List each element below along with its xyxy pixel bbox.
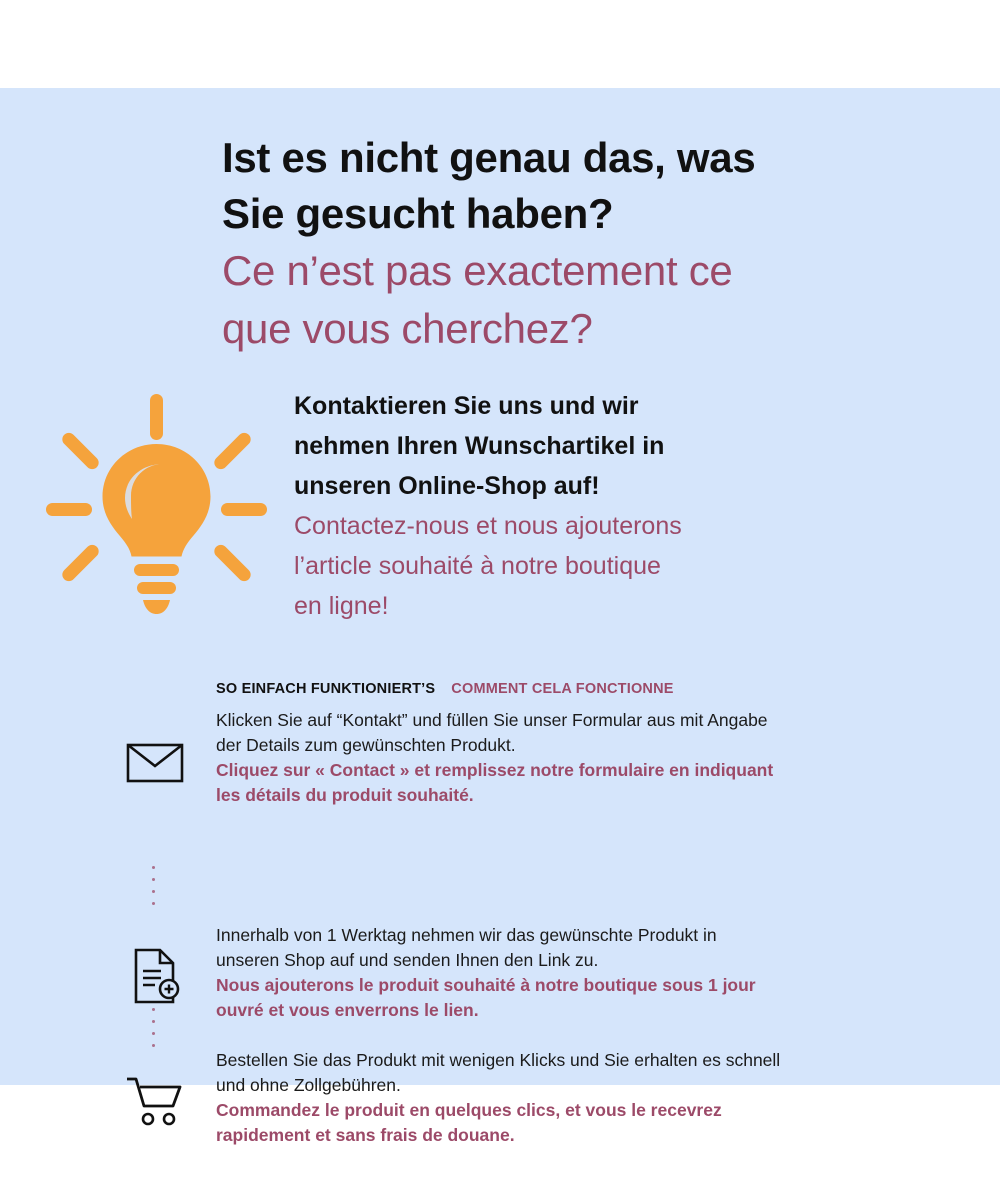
headline-de-line1: Ist es nicht genau das, was (222, 134, 756, 181)
step3-fr-line1: Commandez le produit en quelques clics, et vous le recevrez (216, 1099, 722, 1120)
intro-text-block (294, 386, 914, 626)
headline-fr-line2: que vous cherchez? (222, 304, 593, 352)
step-text-3 (216, 1048, 928, 1147)
intro-de-line1: Kontaktieren Sie uns und wir (294, 392, 639, 420)
how-it-works-heading (216, 681, 674, 697)
step2-fr-line1: Nous ajouterons le produit souhaité à notre boutique sous 1 jour (216, 974, 756, 995)
step1-de-line1: Klicken Sie auf “Kontakt” und füllen Sie unser Formular aus mit Angabe (216, 710, 768, 730)
intro-row (0, 368, 1000, 648)
shopping-cart-icon (124, 1070, 186, 1132)
step2-fr-line2: ouvré et vous enverrons le lien. (216, 999, 479, 1020)
step-text-1 (216, 708, 928, 807)
intro-de-line2: nehmen Ihren Wunschartikel in (294, 432, 665, 460)
lightbulb-icon (38, 388, 274, 624)
step3-de-line1: Bestellen Sie das Produkt mit wenigen Klicks und Sie erhalten es schnell (216, 1050, 781, 1070)
dotted-connector (152, 866, 156, 914)
step3-de-line2: und ohne Zollgebühren. (216, 1074, 401, 1095)
headline-block (222, 130, 922, 358)
intro-fr-line3: en ligne! (294, 592, 389, 620)
step3-fr-line2: rapidement et sans frais de douane. (216, 1124, 515, 1145)
step2-de-line2: unseren Shop auf und senden Ihnen den Link zu. (216, 949, 599, 970)
step1-fr-line2: les détails du produit souhaité. (216, 784, 474, 805)
step1-fr-line1: Cliquez sur « Contact » et remplissez notre formulaire en indiquant (216, 759, 774, 780)
step-text-2 (216, 923, 928, 1022)
step2-de-line1: Innerhalb von 1 Werktag nehmen wir das gewünschte Produkt in (216, 925, 717, 945)
headline-fr-line1: Ce n’est pas exactement ce (222, 246, 733, 294)
dotted-connector (152, 1008, 156, 1056)
info-banner (0, 88, 1000, 1145)
intro-de-line3: unseren Online-Shop auf! (294, 472, 600, 500)
envelope-icon (124, 732, 186, 794)
intro-fr-line1: Contactez-nous et nous ajouterons (294, 512, 682, 540)
how-it-works-fr-label: COMMENT CELA FONCTIONNE (451, 681, 674, 697)
intro-fr-line2: l’article souhaité à notre boutique (294, 552, 661, 580)
how-it-works-de-label: SO EINFACH FUNKTIONIERT’S (216, 681, 436, 697)
headline-de-line2: Sie gesucht haben? (222, 189, 614, 237)
document-add-icon (124, 945, 186, 1007)
step1-de-line2: der Details zum gewünschten Produkt. (216, 734, 516, 755)
